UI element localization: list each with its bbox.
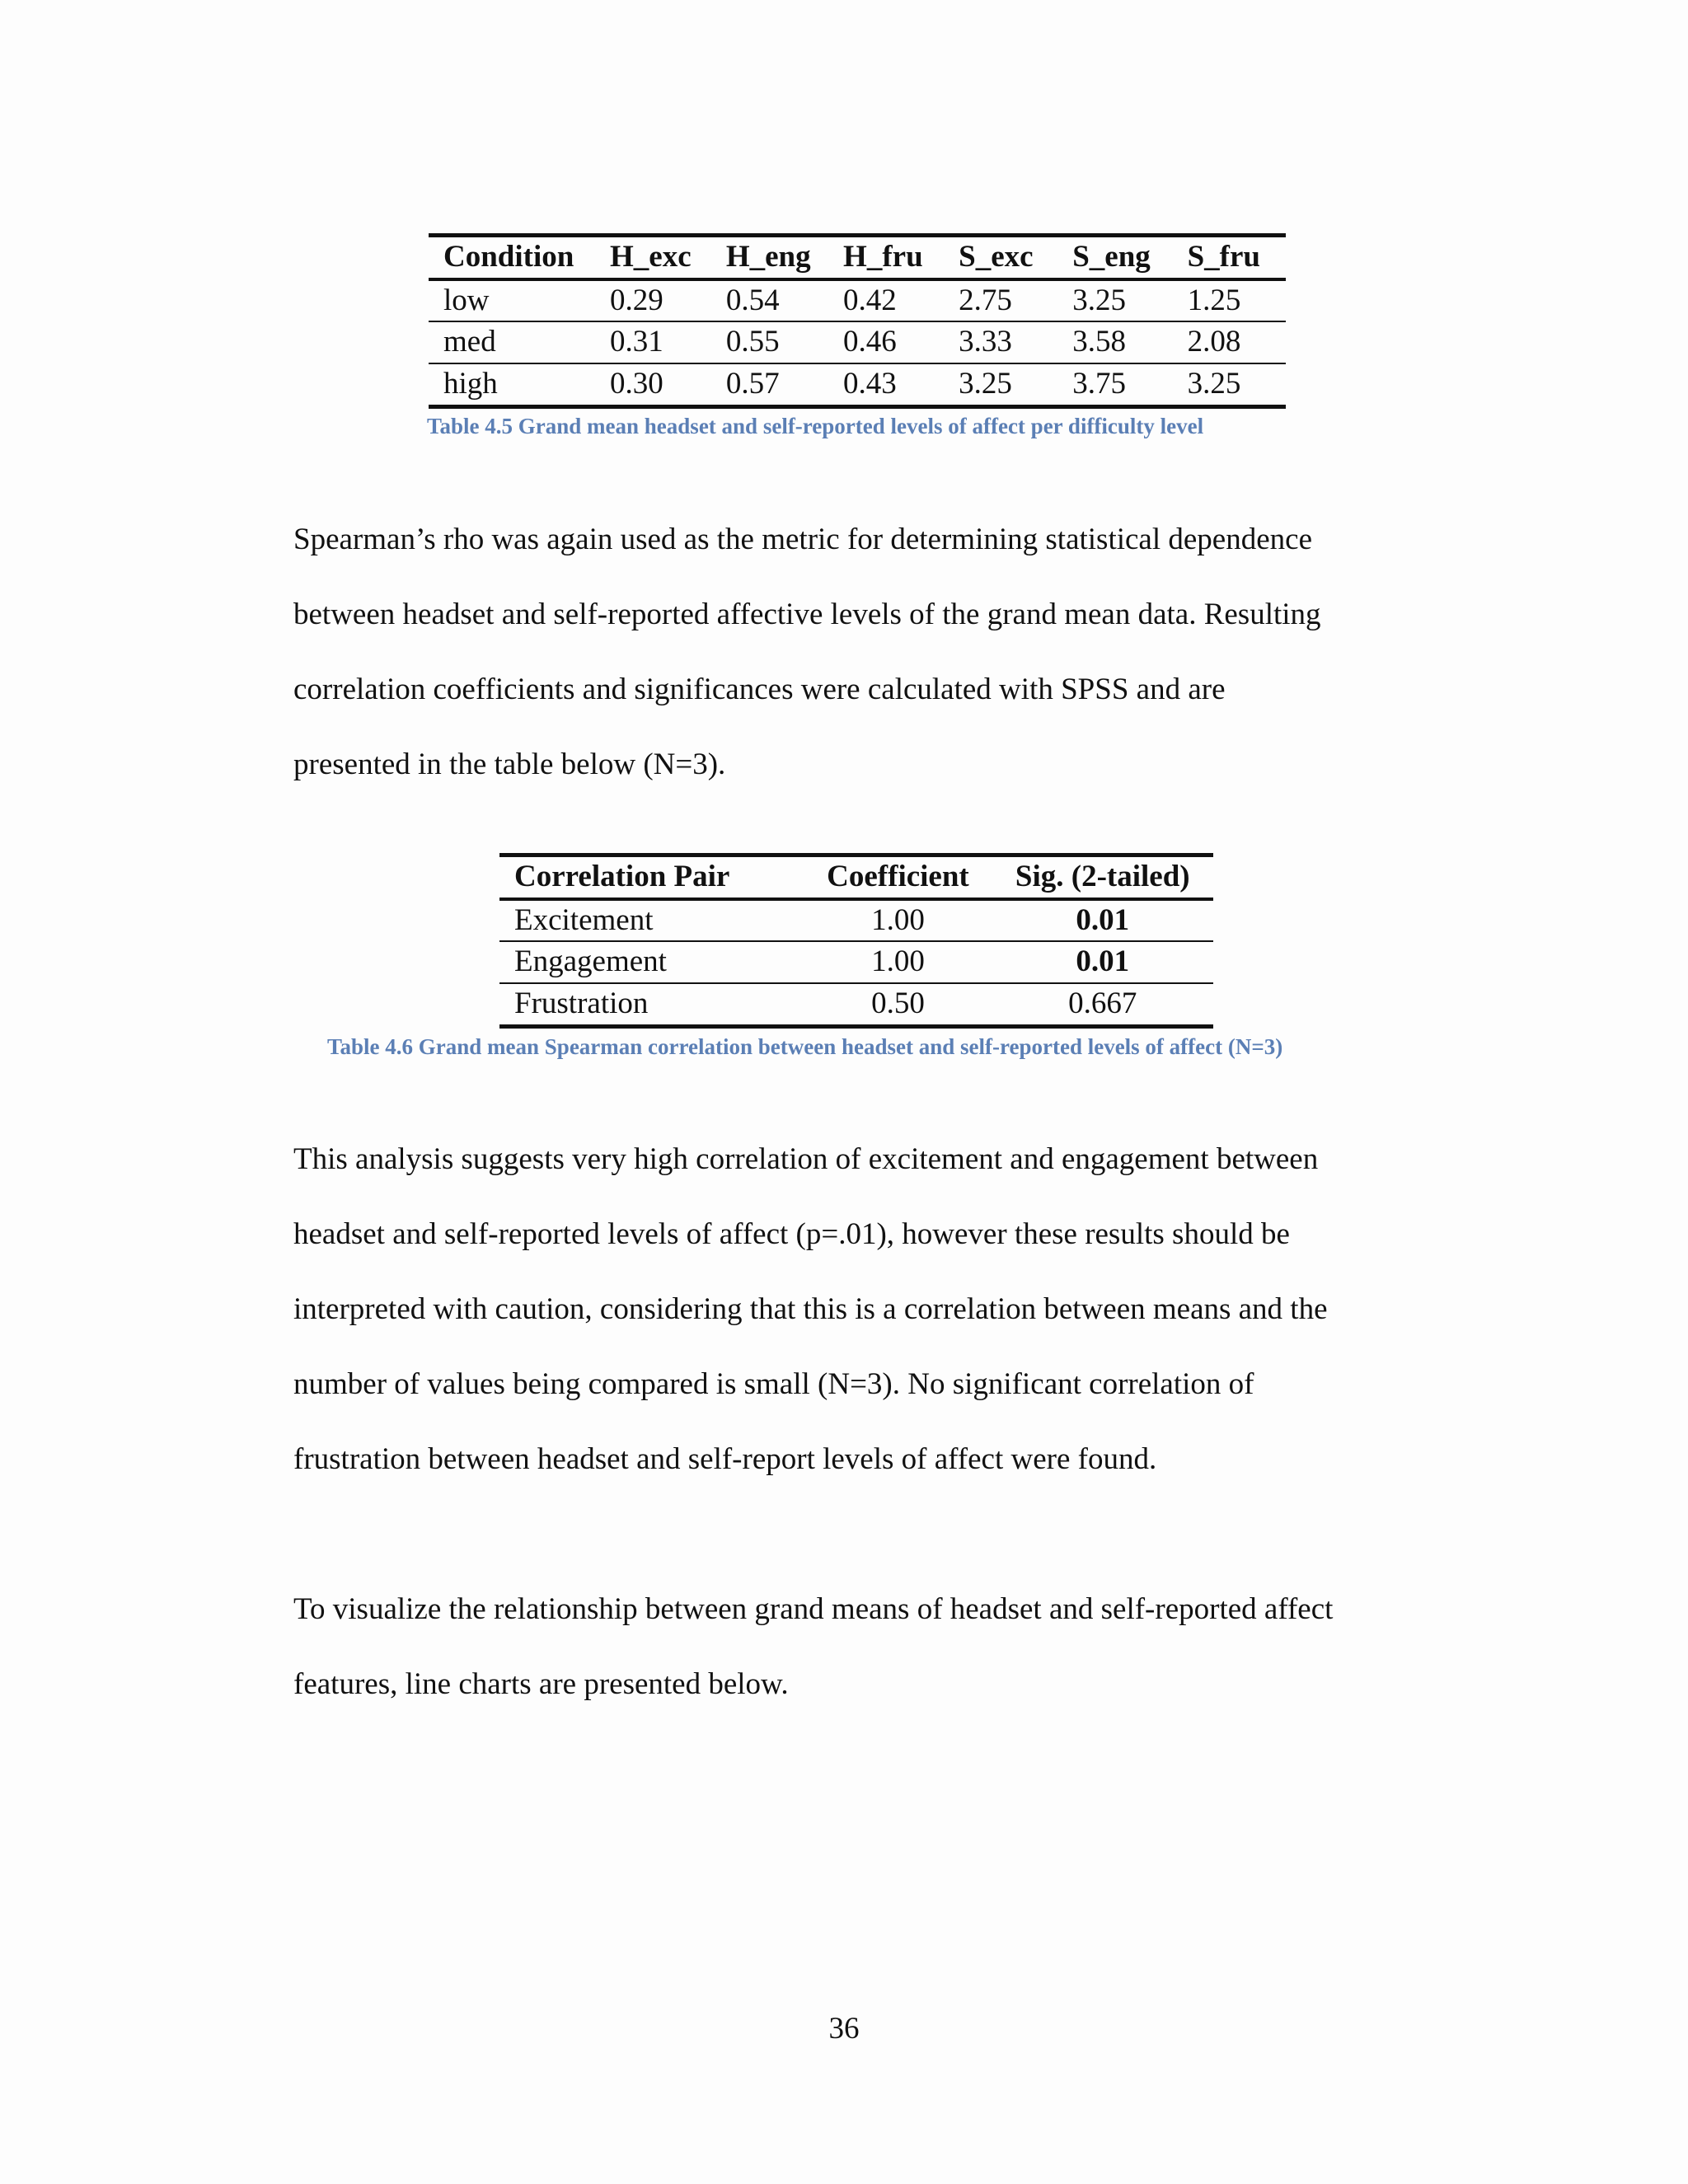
table-row <box>429 279 1286 322</box>
table-cell: low <box>443 283 490 317</box>
table-row <box>499 899 1213 942</box>
table-cell: Engagement <box>514 944 667 979</box>
table-cell: 3.75 <box>1072 367 1126 401</box>
table-cell: Frustration <box>514 987 649 1021</box>
table-cell-significant: 0.01 <box>1076 944 1130 979</box>
table-row <box>429 363 1286 406</box>
table-cell: 0.54 <box>725 283 780 317</box>
table-cell: 1.25 <box>1187 283 1241 317</box>
paragraph-line: presented in the table below (N=3). <box>293 748 726 781</box>
table-cell: 1.00 <box>871 902 925 937</box>
header-h-fru: H_fru <box>843 240 923 274</box>
table-4-6-caption: Table 4.6 Grand mean Spearman correlation between headset and self-reported levels of affect (N=3) <box>327 1034 1283 1059</box>
page-number: 36 <box>828 2012 860 2046</box>
paragraph-1 <box>293 502 1447 802</box>
table-cell: 3.58 <box>1072 325 1126 359</box>
table-header-row <box>499 855 1213 899</box>
paragraph-line: number of values being compared is small (N=3). No significant correlation of <box>293 1367 1254 1401</box>
table-cell: 0.30 <box>610 367 663 401</box>
paragraph-line: To visualize the relationship between grand means of headset and self-reported affect <box>293 1592 1334 1626</box>
table-header-row <box>429 236 1286 279</box>
header-s-exc: S_exc <box>959 240 1034 274</box>
paragraph-line: interpreted with caution, considering that this is a correlation between means and the <box>293 1292 1328 1326</box>
table-cell: med <box>443 325 496 359</box>
header-s-eng: S_eng <box>1072 240 1151 274</box>
table-row <box>429 321 1286 363</box>
table-cell: Excitement <box>514 902 654 937</box>
paragraph-line: This analysis suggests very high correlation of excitement and engagement between <box>293 1142 1319 1176</box>
table-cell: 0.42 <box>843 283 897 317</box>
header-h-eng: H_eng <box>725 240 811 274</box>
table-row <box>499 941 1213 983</box>
table-cell: 3.33 <box>959 325 1012 359</box>
table-cell: 0.667 <box>1068 987 1137 1021</box>
table-4-5 <box>429 233 1286 409</box>
paragraph-line: frustration between headset and self-report levels of affect were found. <box>293 1442 1157 1476</box>
table-cell-significant: 0.01 <box>1076 902 1130 937</box>
table-cell: high <box>443 367 498 401</box>
table-cell: 0.55 <box>725 325 780 359</box>
table-cell: 1.00 <box>871 944 925 979</box>
table-cell: 0.31 <box>610 325 663 359</box>
paragraph-line: correlation coefficients and significances were calculated with SPSS and are <box>293 673 1226 706</box>
table-row <box>499 983 1213 1026</box>
table-cell: 0.46 <box>843 325 897 359</box>
table-cell: 0.50 <box>871 987 925 1021</box>
table-cell: 2.08 <box>1187 325 1241 359</box>
table-cell: 0.57 <box>725 367 780 401</box>
paragraph-3 <box>293 1572 1447 1722</box>
header-significance: Sig. (2-tailed) <box>1015 860 1190 893</box>
paragraph-line: Spearman’s rho was again used as the metric for determining statistical dependence <box>293 523 1312 556</box>
table-cell: 0.29 <box>610 283 663 317</box>
table-4-5-caption: Table 4.5 Grand mean headset and self-reported levels of affect per difficulty level <box>427 414 1204 438</box>
table-4-6 <box>499 853 1213 1029</box>
table-cell: 3.25 <box>959 367 1012 401</box>
header-correlation-pair: Correlation Pair <box>514 860 730 893</box>
header-condition: Condition <box>443 240 574 274</box>
header-coefficient: Coefficient <box>827 860 969 893</box>
table-cell: 0.43 <box>843 367 897 401</box>
table-cell: 3.25 <box>1187 367 1241 401</box>
paragraph-line: headset and self-reported levels of affect (p=.01), however these results should be <box>293 1217 1290 1251</box>
paragraph-2 <box>293 1122 1447 1497</box>
paragraph-line: between headset and self-reported affective levels of the grand mean data. Resulting <box>293 598 1321 631</box>
header-s-fru: S_fru <box>1187 240 1261 274</box>
header-h-exc: H_exc <box>610 240 692 274</box>
table-cell: 2.75 <box>959 283 1012 317</box>
paragraph-line: features, line charts are presented below. <box>293 1667 789 1701</box>
table-cell: 3.25 <box>1072 283 1126 317</box>
